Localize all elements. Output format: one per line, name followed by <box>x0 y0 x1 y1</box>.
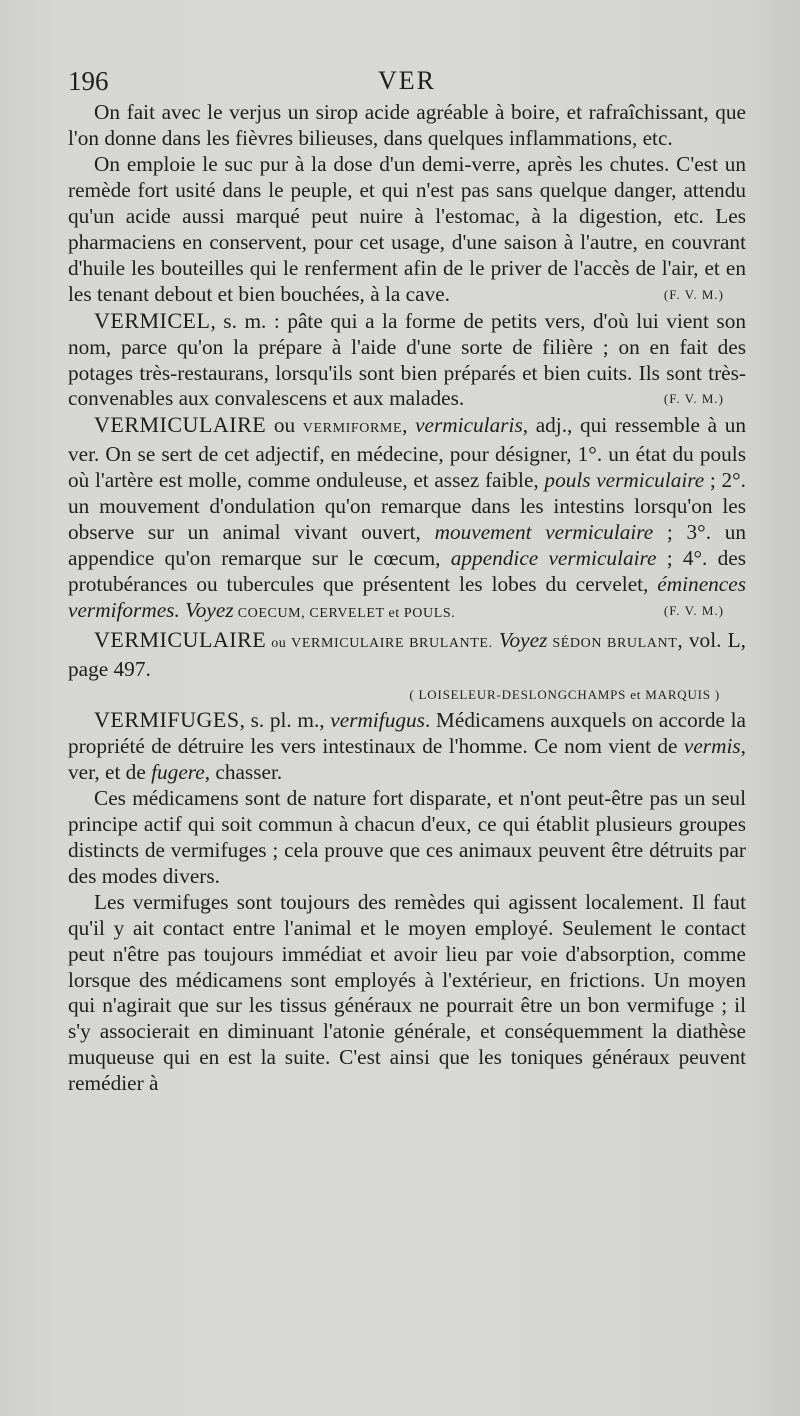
entry-headword: VERMICULAIRE <box>94 412 267 438</box>
italic-term: éminences vermiformes. <box>68 572 746 623</box>
latin-term: vermicularis <box>415 413 523 438</box>
entry-text: , ver, et de <box>68 733 746 784</box>
entry-variant: VERMIFORME <box>302 421 403 437</box>
page-body <box>68 100 746 1097</box>
entry-variant: ou VERMICULAIRE BRULANTE. <box>266 636 493 652</box>
paragraph-text: On emploie le suc pur à la dose d'un demi-verre, après les chutes. C'est un remède fort usité dans le peuple, et qui n'est pas sans quelque danger, attendu qu'un acide aussi marqué peut nuire à l'estomac, à la digestion, etc. Les pharmaciens en conservent, pour cet usage, d'une saison à l'autre, en couvrant d'huile les bouteilles qui le renferment afin de le priver de l'accès de l'air, et en les tenant debout et bien bouchées, à la cave. <box>68 151 746 306</box>
page-number: 196 <box>68 66 109 96</box>
author-signature: (F. V. M.) <box>663 286 724 302</box>
page-header <box>68 66 746 98</box>
entry-text: ou <box>266 413 303 438</box>
entry-text: , s. pl. m., <box>239 707 331 732</box>
voyez-label: Voyez <box>498 628 548 653</box>
italic-term: pouls vermiculaire <box>544 468 705 493</box>
paragraph-verjus-syrup: On fait avec le verjus un sirop acide agréable à boire, et rafraîchissant, que l'on donne dans les fièvres bilieuses, dans quelques inflammations, etc. <box>68 100 746 150</box>
entry-text: , <box>402 413 416 438</box>
author-signature: (F. V. M.) <box>663 603 724 619</box>
author-signature: ( LOISELEUR-DESLONGCHAMPS et MARQUIS ) <box>409 686 720 702</box>
latin-term: vermifugus <box>330 707 425 732</box>
paragraph-vermifuges-action: Les vermifuges sont toujours des remèdes qui agissent localement. Il faut qu'il y ait contact entre l'animal et le moyen employé. Seulement le contact peut n'être pas toujours immédiat et avoir lieu par voie d'absorption, comme lorsque des médicamens sont employés à l'extérieur, en frictions. Un moyen qui n'agirait que sur les tissus généraux ne pourrait être un bon vermifuge ; il s'y associerait en diminuant l'atonie générale, et conséquemment la diathèse muqueuse qui en est la suite. C'est ainsi que les toniques généraux peuvent remédier à <box>68 889 746 1096</box>
entry-headword: VERMIFUGES <box>94 706 240 732</box>
author-signature: (F. V. M.) <box>663 391 724 407</box>
entry-vermicel <box>68 308 746 413</box>
entry-vermiculaire-brulante <box>68 627 746 683</box>
latin-term: vermis <box>683 733 741 758</box>
latin-term: fugere <box>151 759 205 784</box>
entry-text: , chasser. <box>204 759 283 784</box>
paragraph-verjus-use <box>68 152 746 308</box>
entry-text: , vol. L, page 497. <box>68 628 746 682</box>
italic-term: mouvement vermiculaire <box>434 520 654 545</box>
running-head: VER <box>378 66 436 95</box>
entry-text: ; 2°. un mouvement d'ondulation qu'on remarque dans les intestins lorsqu'on les observe sur un animal vivant ouvert, <box>68 468 746 545</box>
entry-text: , adj., qui ressemble à un ver. On se sert de cet adjectif, en médecine, pour désigner, 1°. un état du pouls où l'artère est molle, comme onduleuse, et assez faible, <box>68 413 746 493</box>
voyez-label: Voyez <box>185 598 234 623</box>
paragraph-vermifuges-nature: Ces médicamens sont de nature fort disparate, et n'ont peut-être pas un seul principe actif qui soit commun à chacun d'eux, ce qui établit plusieurs groupes distincts de vermifuges ; cela prouve que ces animaux peuvent être détruits par des modes divers. <box>68 785 746 888</box>
entry-text: , s. m. : pâte qui a la forme de petits vers, d'où lui vient son nom, parce qu'on la prépare à l'aide d'une sorte de filière ; on en fait des potages très-restaurans, lorsqu'ils sont bien préparés et bien cuits. Ils sont très-convenables aux convalescens et aux malades. <box>68 308 746 411</box>
cross-reference: SÉDON BRULANT <box>547 636 678 652</box>
entry-text: . Médicamens auxquels on accorde la propriété de détruire les vers intestinaux de l'homme. Ce nom vient de <box>68 707 746 758</box>
entry-text: ; 4°. des protubérances ou tubercules que présentent les lobes du cervelet, <box>68 546 746 597</box>
entry-vermiculaire <box>68 412 746 627</box>
entry-headword: VERMICULAIRE <box>94 627 267 653</box>
entry-text: ; 3°. un appendice qu'on remarque sur le cœcum, <box>68 520 746 571</box>
entry-vermifuges <box>68 707 746 786</box>
cross-reference: COECUM, CERVELET et POULS. <box>233 606 456 622</box>
italic-term: appendice vermiculaire <box>450 546 657 571</box>
entry-headword: VERMICEL <box>94 307 211 333</box>
